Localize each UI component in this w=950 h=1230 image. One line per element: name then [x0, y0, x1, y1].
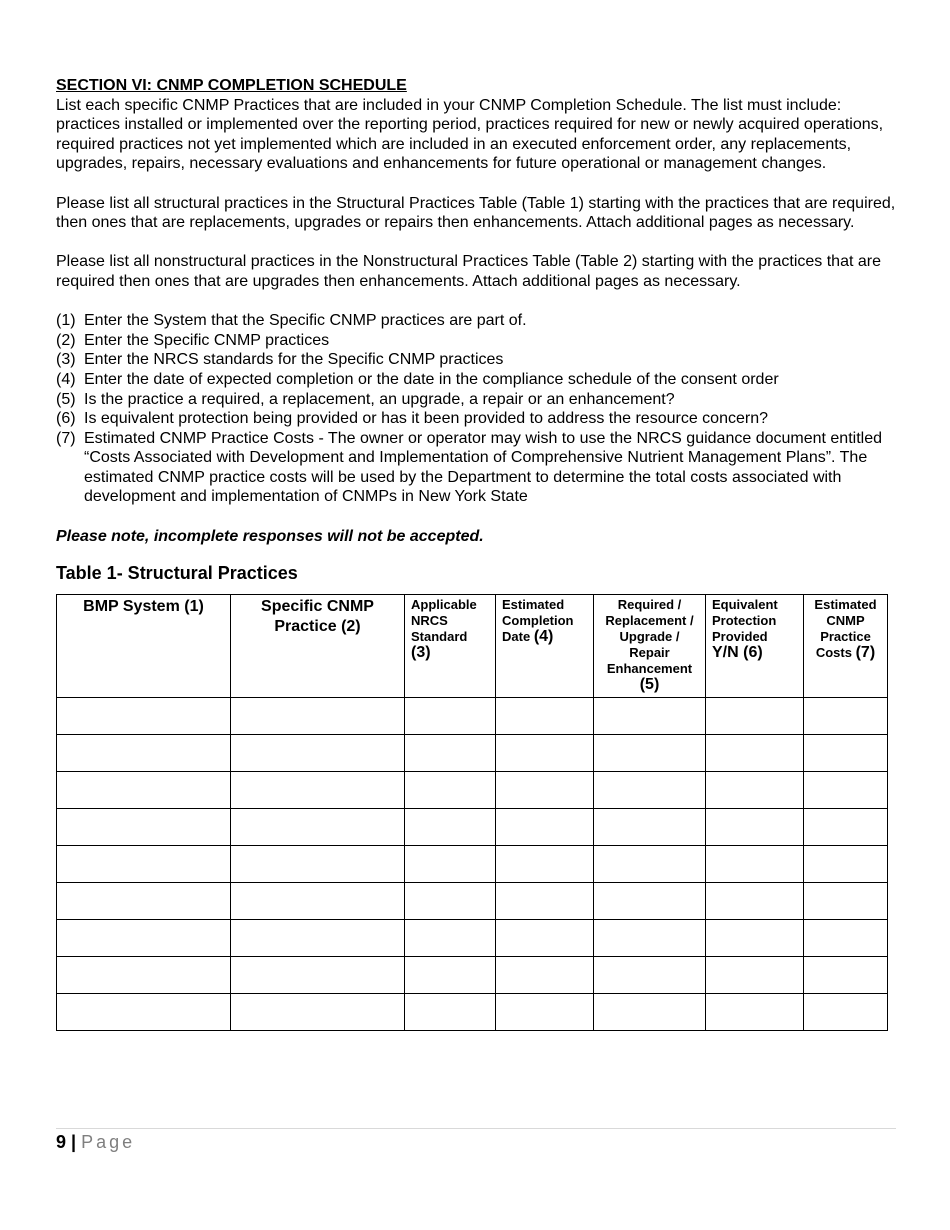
instruction-text: Enter the date of expected completion or the date in the compliance schedule of the consent order	[84, 370, 779, 388]
table-cell[interactable]	[594, 919, 706, 956]
table-cell[interactable]	[496, 808, 594, 845]
table-cell[interactable]	[57, 771, 231, 808]
table-row	[57, 771, 888, 808]
table-row	[57, 845, 888, 882]
table-cell[interactable]	[496, 882, 594, 919]
table-cell[interactable]	[57, 808, 231, 845]
instruction-item	[56, 350, 896, 370]
table-cell[interactable]	[594, 845, 706, 882]
table-cell[interactable]	[706, 882, 804, 919]
table-cell[interactable]	[594, 734, 706, 771]
table-body	[57, 697, 888, 1030]
table-row	[57, 919, 888, 956]
instruction-text: Is the practice a required, a replacement, an upgrade, a repair or an enhancement?	[84, 390, 675, 408]
structural-paragraph: Please list all structural practices in the Structural Practices Table (Table 1) starting with the practices that are required, then ones that are replacements, upgrades or repairs then enhancements. Attach additional pages as necessary.	[56, 194, 896, 232]
table-cell[interactable]	[405, 808, 496, 845]
table-cell[interactable]	[594, 771, 706, 808]
header-completion-date: Estimated Completion Date (4)	[496, 594, 594, 697]
table-cell[interactable]	[405, 771, 496, 808]
instruction-item	[56, 409, 896, 429]
table-cell[interactable]	[496, 993, 594, 1030]
table-cell[interactable]	[496, 956, 594, 993]
instruction-text: Enter the System that the Specific CNMP practices are part of.	[84, 312, 527, 330]
table-cell[interactable]	[57, 993, 231, 1030]
page-label: Page	[81, 1132, 136, 1152]
table-cell[interactable]	[594, 956, 706, 993]
table-cell[interactable]	[57, 734, 231, 771]
header-practice-type: Required / Replacement / Upgrade / Repair Enhancement (5)	[594, 594, 706, 697]
instruction-number: (4)	[56, 370, 76, 388]
header-practice-costs: Estimated CNMP Practice Costs (7)	[804, 594, 888, 697]
instruction-item	[56, 370, 896, 390]
table-cell[interactable]	[706, 697, 804, 734]
table-cell[interactable]	[804, 697, 888, 734]
table-cell[interactable]	[405, 697, 496, 734]
table-cell[interactable]	[804, 956, 888, 993]
structural-practices-table	[56, 594, 888, 1031]
table-cell[interactable]	[496, 771, 594, 808]
footer-separator: |	[71, 1132, 77, 1152]
table-row	[57, 882, 888, 919]
table-cell[interactable]	[804, 808, 888, 845]
table-cell[interactable]	[405, 734, 496, 771]
table-cell[interactable]	[405, 882, 496, 919]
table-cell[interactable]	[57, 697, 231, 734]
table-cell[interactable]	[706, 771, 804, 808]
table-cell[interactable]	[57, 845, 231, 882]
table-cell[interactable]	[804, 734, 888, 771]
instruction-text: Is equivalent protection being provided or has it been provided to address the resource concern?	[84, 410, 768, 428]
table-cell[interactable]	[231, 845, 405, 882]
table-cell[interactable]	[231, 697, 405, 734]
table-cell[interactable]	[405, 919, 496, 956]
instruction-list	[56, 311, 896, 507]
table-cell[interactable]	[496, 734, 594, 771]
table-cell[interactable]	[706, 734, 804, 771]
instruction-text: Enter the NRCS standards for the Specific CNMP practices	[84, 351, 504, 369]
table-cell[interactable]	[231, 882, 405, 919]
table-cell[interactable]	[706, 919, 804, 956]
table-cell[interactable]	[706, 956, 804, 993]
table-cell[interactable]	[405, 845, 496, 882]
table-cell[interactable]	[594, 993, 706, 1030]
instruction-text: Enter the Specific CNMP practices	[84, 331, 330, 349]
instruction-item	[56, 331, 896, 351]
document-page	[56, 76, 896, 1031]
table-cell[interactable]	[496, 845, 594, 882]
table-cell[interactable]	[231, 956, 405, 993]
table-cell[interactable]	[804, 771, 888, 808]
page-number: 9	[56, 1132, 67, 1152]
table-cell[interactable]	[706, 808, 804, 845]
table-cell[interactable]	[231, 919, 405, 956]
instruction-number: (2)	[56, 331, 76, 349]
footer-divider	[56, 1128, 896, 1129]
table-cell[interactable]	[231, 993, 405, 1030]
table-cell[interactable]	[231, 771, 405, 808]
intro-paragraph: List each specific CNMP Practices that are included in your CNMP Completion Schedule. The list must include: practices installed or implemented over the reporting period, practices required for new or newly acquired operations, required practices not yet implemented which are included in an executed enforcement order, any replacements, upgrades, repairs, necessary evaluations and enhancements for future operational or management changes.	[56, 96, 884, 173]
table-cell[interactable]	[594, 882, 706, 919]
header-nrcs-standard: Applicable NRCS Standard (3)	[405, 594, 496, 697]
table-cell[interactable]	[594, 808, 706, 845]
table-header-row	[57, 594, 888, 697]
table-cell[interactable]	[496, 919, 594, 956]
table-row	[57, 734, 888, 771]
table-cell[interactable]	[804, 919, 888, 956]
instruction-text: Estimated CNMP Practice Costs - The owner or operator may wish to use the NRCS guidance document entitled “Costs Associated with Development and Implementation of Comprehensive Nutrient Management Plans”. The estimated CNMP practice costs will be used by the Department to determine the total costs associated with development and implementation of CNMPs in New York State	[84, 429, 882, 506]
table-cell[interactable]	[496, 697, 594, 734]
instruction-number: (6)	[56, 410, 76, 428]
table-cell[interactable]	[57, 919, 231, 956]
table-row	[57, 956, 888, 993]
instruction-number: (5)	[56, 390, 76, 408]
instruction-number: (7)	[56, 429, 76, 447]
table-cell[interactable]	[405, 993, 496, 1030]
table-title: Table 1- Structural Practices	[56, 563, 298, 584]
nonstructural-paragraph: Please list all nonstructural practices in the Nonstructural Practices Table (Table 2) starting with the practices that are required then ones that are upgrades then enhancements. Attach additional pages as necessary.	[56, 253, 881, 290]
table-cell[interactable]	[706, 993, 804, 1030]
table-cell[interactable]	[804, 882, 888, 919]
table-cell[interactable]	[405, 956, 496, 993]
table-cell[interactable]	[231, 808, 405, 845]
table-row	[57, 808, 888, 845]
instruction-item	[56, 390, 896, 410]
table-row	[57, 697, 888, 734]
instruction-number: (1)	[56, 312, 76, 330]
table-cell[interactable]	[804, 993, 888, 1030]
page-footer	[56, 1131, 135, 1153]
incomplete-note: Please note, incomplete responses will not be accepted.	[56, 527, 484, 545]
table-cell[interactable]	[594, 697, 706, 734]
instruction-item	[56, 311, 896, 331]
section-title: SECTION VI: CNMP COMPLETION SCHEDULE	[56, 77, 407, 94]
instruction-item	[56, 429, 896, 507]
header-equivalent-protection: Equivalent Protection Provided Y/N (6)	[706, 594, 804, 697]
instruction-number: (3)	[56, 351, 76, 369]
header-bmp-system: BMP System (1)	[57, 594, 231, 697]
table-cell[interactable]	[804, 845, 888, 882]
table-row	[57, 993, 888, 1030]
table-cell[interactable]	[706, 845, 804, 882]
header-specific-practice: Specific CNMP Practice (2)	[231, 594, 405, 697]
table-cell[interactable]	[57, 882, 231, 919]
table-cell[interactable]	[57, 956, 231, 993]
table-cell[interactable]	[231, 734, 405, 771]
